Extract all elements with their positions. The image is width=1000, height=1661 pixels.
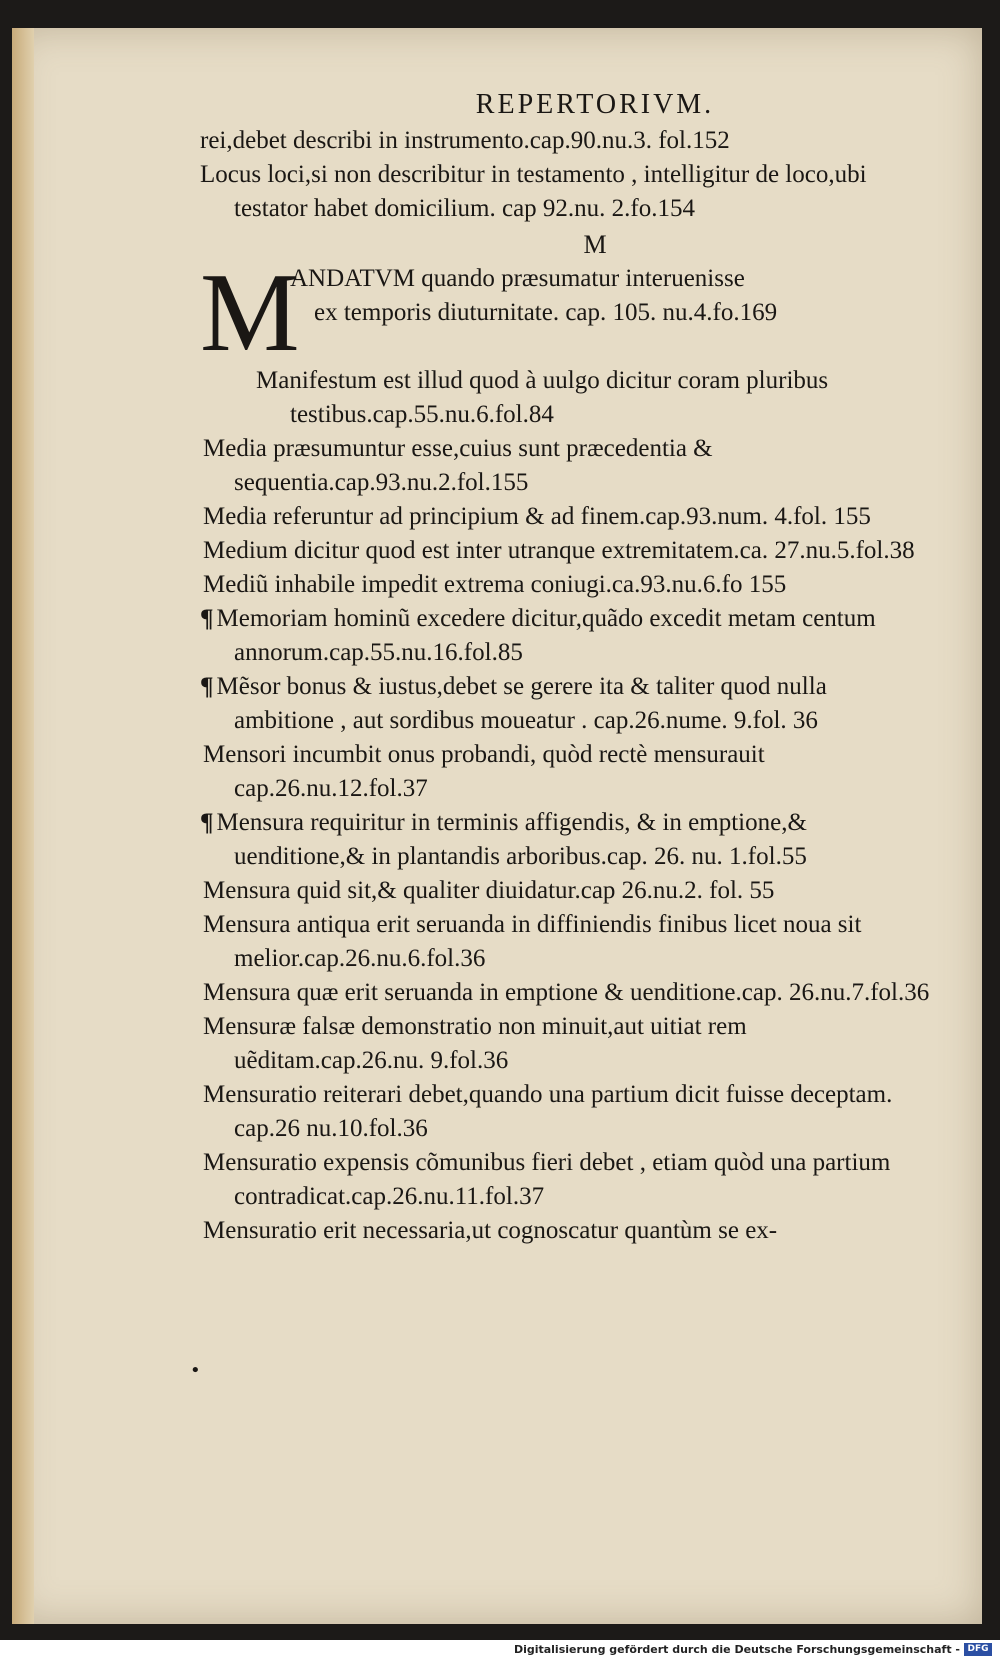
page-text	[200, 80, 930, 1248]
mandatum-line2: ex temporis diuturnitate. cap. 105. nu.4.fo.169	[314, 299, 778, 326]
entry-text: Mensuratio expensis cõmunibus fieri debet , etiam quòd una partium contradicat.cap.26.nu.11.fol.37	[203, 1149, 891, 1210]
index-entry	[200, 568, 930, 602]
entry-text: Mensori incumbit onus probandi, quòd rectè mensurauit cap.26.nu.12.fol.37	[203, 741, 765, 802]
index-entry	[200, 738, 930, 806]
page-edge	[12, 28, 34, 1624]
index-entry	[200, 1146, 930, 1214]
index-entry: Locus loci,si non describitur in testamento , intelligitur de loco,ubi testator habet domicilium. cap 92.nu. 2.fo.154	[200, 161, 867, 222]
paragraph-mark-icon: ¶	[200, 673, 214, 700]
entry-text: Mensuratio erit necessaria,ut cognoscatur quantùm se ex-	[203, 1217, 778, 1244]
entry-text: Mẽsor bonus & iustus,debet se gerere ita & taliter quod nulla ambitione , aut sordibus moueatur . cap.26.nume. 9.fol. 36	[216, 673, 827, 734]
index-entry	[200, 1214, 930, 1248]
entry-list	[200, 432, 930, 1248]
section-letter: M	[583, 230, 607, 259]
entry-text: Mensura antiqua erit seruanda in diffiniendis finibus licet noua sit melior.cap.26.nu.6.fol.36	[203, 911, 862, 972]
running-head: REPERTORIVM.	[475, 89, 715, 120]
funding-credit: Digitalisierung gefördert durch die Deutsche Forschungsgemeinschaft -	[513, 1643, 960, 1656]
index-entry	[200, 806, 930, 874]
index-entry: Manifestum est illud quod à uulgo dicitur coram pluribus testibus.cap.55.nu.6.fol.84	[256, 367, 829, 428]
dfg-logo: DFG	[964, 1643, 992, 1656]
index-entry	[200, 1010, 930, 1078]
entry-text: Medium dicitur quod est inter utranque extremitatem.ca. 27.nu.5.fol.38	[203, 537, 915, 564]
margin-mark: •	[190, 1360, 201, 1381]
index-entry	[200, 534, 930, 568]
index-entry	[200, 1078, 930, 1146]
index-entry	[200, 908, 930, 976]
entry-text: Mensuræ falsæ demonstratio non minuit,aut uitiat rem uẽditam.cap.26.nu. 9.fol.36	[203, 1013, 747, 1074]
entry-text: Media referuntur ad principium & ad finem.cap.93.num. 4.fol. 155	[203, 503, 871, 530]
index-entry: rei,debet describi in instrumento.cap.90.nu.3. fol.152	[200, 127, 730, 154]
entry-text: Mensura quæ erit seruanda in emptione & uenditione.cap. 26.nu.7.fol.36	[203, 979, 930, 1006]
index-entry	[200, 874, 930, 908]
paragraph-mark-icon: ¶	[200, 809, 214, 836]
index-entry	[200, 602, 930, 670]
index-entry-mandatum	[200, 251, 930, 375]
entry-text: Mensuratio reiterari debet,quando una partium dicit fuisse deceptam. cap.26 nu.10.fol.36	[203, 1081, 893, 1142]
entry-text: Mensura requiritur in terminis affigendis, & in emptione,& uenditione,& in plantandis arboribus.cap. 26. nu. 1.fol.55	[216, 809, 807, 870]
entry-text: Memoriam hominũ excedere dicitur,quãdo excedit metam centum annorum.cap.55.nu.16.fol.85	[216, 605, 876, 666]
entry-text: Mediũ inhabile impedit extrema coniugi.ca.93.nu.6.fo 155	[203, 571, 787, 598]
index-entry	[200, 432, 930, 500]
entry-text: Media præsumuntur esse,cuius sunt præcedentia & sequentia.cap.93.nu.2.fol.155	[203, 435, 713, 496]
index-entry	[200, 976, 930, 1010]
decorated-initial: M	[200, 251, 300, 375]
index-entry	[200, 500, 930, 534]
index-entry	[200, 670, 930, 738]
paragraph-mark-icon: ¶	[200, 605, 214, 632]
mandatum-line1: ANDATVM quando præsumatur interuenisse	[290, 265, 745, 292]
entry-text: Mensura quid sit,& qualiter diuidatur.cap 26.nu.2. fol. 55	[203, 877, 775, 904]
